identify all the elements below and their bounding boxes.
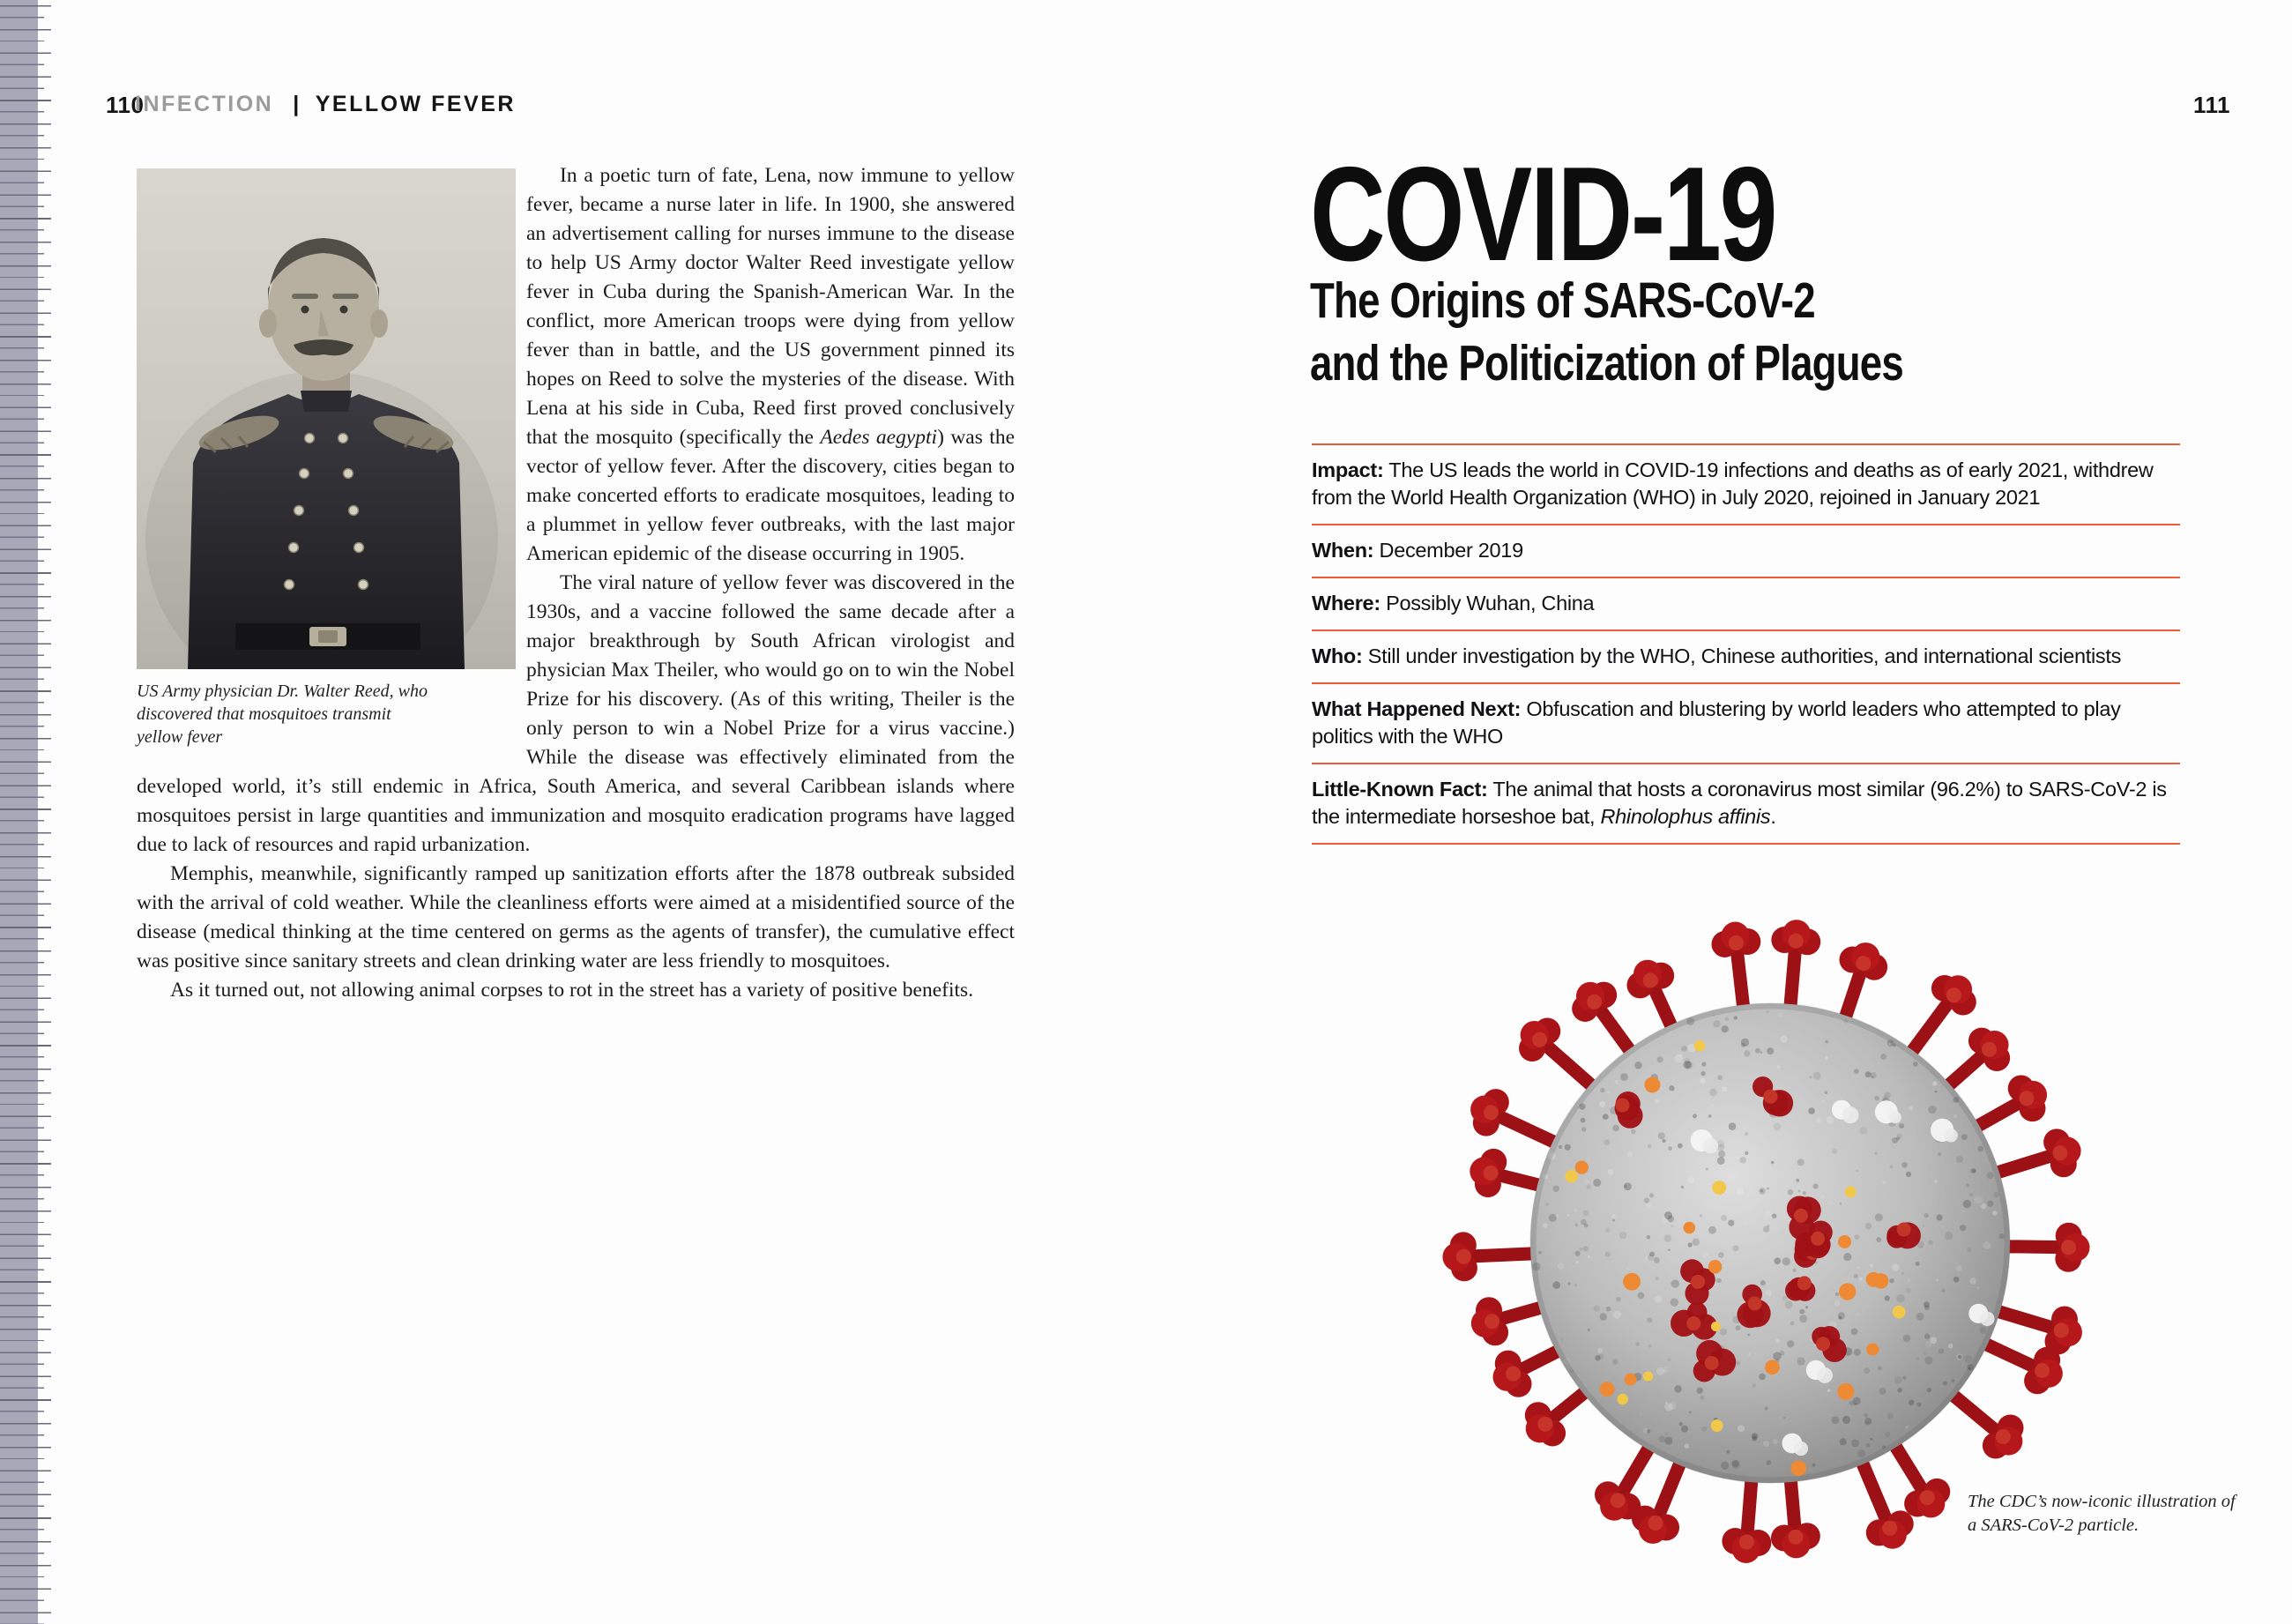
page-number-left: 110 <box>106 92 145 118</box>
fact-value: Obfuscation and blustering by world leaders who attempted to play politics with the WHO <box>1312 697 2121 748</box>
fact-where <box>1312 577 2180 629</box>
fact-label: Impact: <box>1312 458 1384 481</box>
body-paragraph-2: The viral nature of yellow fever was discovered in the 1930s, and a vaccine followed the same decade after a major breakthrough by South African virologist and physician Max Theiler, who would go on to win the Nobel Prize for his discovery. (As of this writing, Theiler is the only person to win a Nobel Prize for a virus vaccine.) While the disease was effectively eliminated from the developed world, it’s still endemic in Africa, South America, and several Caribbean islands where mosquitoes persist in large quantities and immunization and mosquito eradication programs have lagged due to lack of resources and rapid urbanization. <box>137 571 1015 856</box>
fact-species-name: Rhinolophus affinis <box>1600 805 1771 828</box>
chapter-subtitle <box>1310 270 1903 395</box>
header-title: YELLOW FEVER <box>315 92 516 116</box>
virus-caption: The CDC’s now-iconic illustration of a SARS-CoV-2 particle. <box>1968 1492 2236 1535</box>
header-category: INFECTION <box>135 92 274 116</box>
fact-value: Still under investigation by the WHO, Chinese authorities, and international scientists <box>1362 644 2122 667</box>
fact-when <box>1312 524 2180 577</box>
fact-label: Little-Known Fact: <box>1312 778 1488 801</box>
fact-value: The animal that hosts a coronavirus most similar (96.2%) to SARS-CoV-2 is the intermediate horseshoe bat, <box>1312 778 2167 828</box>
p1-species-name: Aedes aegypti <box>820 426 938 449</box>
fact-list <box>1312 443 2180 845</box>
fact-label: Where: <box>1312 592 1380 615</box>
chapter-title: COVID-19 <box>1310 139 1776 289</box>
header-separator: | <box>293 92 301 116</box>
fact-impact <box>1312 443 2180 524</box>
subtitle-line-1: The Origins of SARS-CoV-2 <box>1310 272 1815 329</box>
p1-text-a: In a poetic turn of fate, Lena, now immune to yellow fever, became a nurse later in life. In 1900, she answered an advertisement calling for nurses immune to the disease to help US Army doctor Walter Reed investigate yellow fever in Cuba during the Spanish-American War. In the conflict, more American troops were dying from yellow fever than in battle, and the US government pinned its hopes on Reed to solve the mysteries of the disease. With Lena at his side in Cuba, Reed first proved conclusively that the mosquito (specifically the <box>526 164 1015 449</box>
body-paragraph-3: Memphis, meanwhile, significantly ramped up sanitization efforts after the 1878 outbreak subsided with the arrival of cold weather. While the cleanliness efforts were aimed at a misidentified source of the disease (medical thinking at the time centered on germs as the agents of transfer), the cumulative effect was positive since sanitary streets and clean drinking water are less friendly to mosquitoes. <box>137 862 1015 972</box>
fact-value-end: . <box>1770 805 1776 828</box>
subtitle-line-2: and the Politicization of Plagues <box>1310 335 1903 391</box>
fact-what-happened-next <box>1312 682 2180 763</box>
fact-little-known <box>1312 763 2180 843</box>
fact-label: When: <box>1312 539 1374 562</box>
photo-caption: US Army physician Dr. Walter Reed, who discovered that mosquitoes transmit yellow fever <box>137 682 428 747</box>
fact-value: December 2019 <box>1373 539 1523 562</box>
fact-label: What Happened Next: <box>1312 697 1522 720</box>
fact-who <box>1312 629 2180 682</box>
fact-value: The US leads the world in COVID-19 infections and deaths as of early 2021, withdrew from the World Health Organization (WHO) in July 2020, rejoined in January 2021 <box>1312 458 2154 509</box>
body-paragraph-4: As it turned out, not allowing animal corpses to rot in the street has a variety of positive benefits. <box>170 979 974 1002</box>
p1-text-b: ) was the vector of yellow fever. After the discovery, cities began to make concerted efforts to eradicate mosquitoes, leading to a plummet in yellow fever outbreaks, with the last major American epidemic of the disease occurring in 1905. <box>526 426 1015 565</box>
fact-value: Possibly Wuhan, China <box>1380 592 1595 615</box>
page-number-right: 111 <box>2193 92 2231 118</box>
fact-label: Who: <box>1312 644 1363 667</box>
